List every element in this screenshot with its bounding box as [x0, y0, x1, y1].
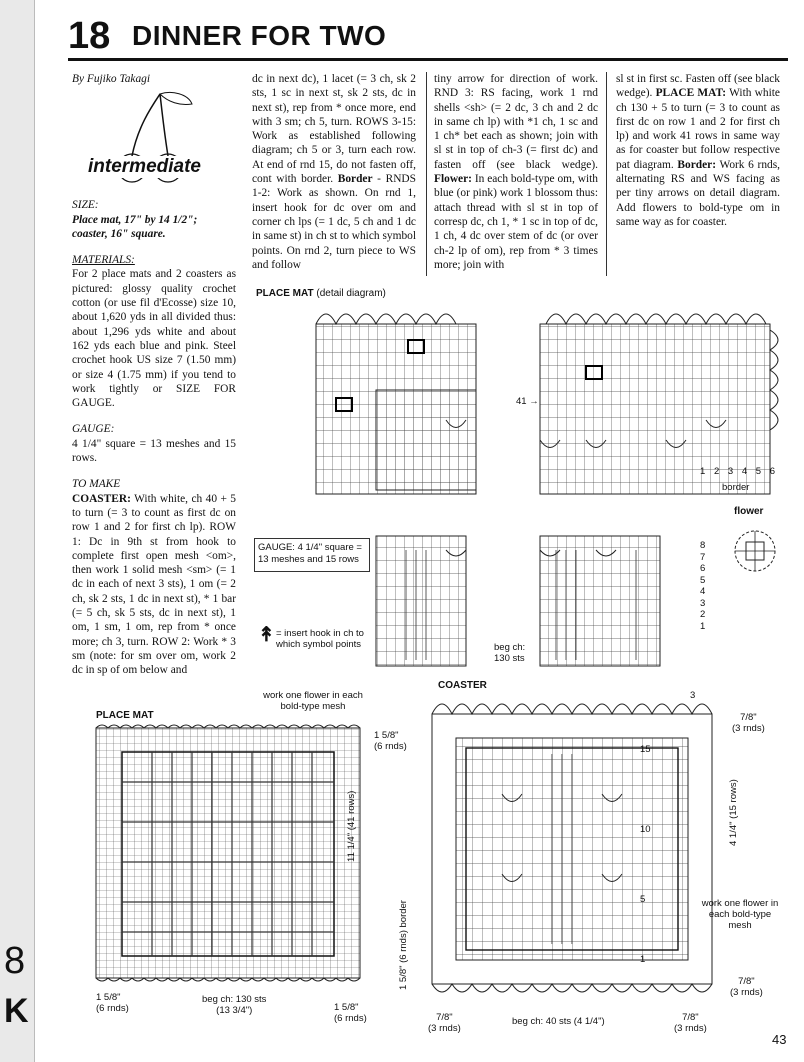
- to-make-heading: TO MAKE: [72, 478, 121, 491]
- border-label-diagram: border: [722, 482, 750, 493]
- row-41-arrow: 41 →: [516, 396, 539, 407]
- skill-badge: [72, 86, 236, 186]
- coaster-instructions: With white, ch 40 + 5 to turn (= 3 to count as first dc on row 1 and 2 for first ch lp). ROW 1: Dc in 9th st from hook to complete first open mesh <om>, then work 1 solid mesh <sm> (= 1 dc in each of next 3 sts), 1 om (= 2 ch, sk 2 sts, 1 dc in next st), * 1 bar (= 5 ch, sk 5 sts, dc in next st), 1 om, 1 sm, 1 om, rep from * once more; ch 3, turn. ROW 2: Work * 3 sm (note: for sm over om, work 2 dc in sp of om below and: [72, 492, 236, 677]
- coaster-height: 4 1/4" (15 rows): [728, 779, 739, 846]
- gauge-heading: GAUGE:: [72, 423, 115, 436]
- coaster-beg-ch: beg ch: 40 sts (4 1/4"): [512, 1016, 605, 1027]
- skill-level: intermediate: [88, 156, 201, 178]
- flower-label: Flower:: [434, 173, 472, 186]
- size-heading: SIZE:: [72, 199, 99, 212]
- place-mat-title: PLACE MAT: [96, 710, 154, 721]
- pm-beg-ch: beg ch: 130 sts (13 3/4"): [202, 994, 267, 1016]
- pattern-number: 18: [68, 15, 111, 57]
- col2-text-2: - RNDS 1-2: Work as shown. On rnd 1, insert hook for dc over om and corner ch lps (= 1 dc, 5 ch and 1 dc in same st) in ch st to which symbol points. On rnd 2, turn piece to WS and follow: [252, 173, 416, 271]
- flower-diagram: [730, 526, 780, 576]
- col4-text-3: Work 6 rnds, alternating RS and WS facing as per tiny arrows on detail diagram. Add flowers to bold-type om in same way as for coaster.: [616, 158, 780, 228]
- pm-bottom-right: 1 5/8" (6 rnds): [334, 1002, 367, 1024]
- page-title: DINNER FOR TWO: [132, 20, 387, 51]
- column-3: [434, 72, 598, 272]
- coaster-bottom-left: 7/8" (3 rnds): [428, 1012, 461, 1034]
- border-rounds: 1 2 3 4 5 6: [700, 466, 778, 477]
- col4-text-2: With white ch 130 + 5 to turn (= 3 to count as first dc on row 1 and 2 for first ch lp) and work 41 rows in same way as for coaster but follow respective pat diagram.: [616, 87, 780, 171]
- coaster-dim-bottom-right: 7/8" (3 rnds): [730, 976, 763, 998]
- column-divider: [426, 72, 427, 276]
- coaster-label: COASTER:: [72, 492, 131, 505]
- insert-hook-symbol: ↟: [258, 624, 275, 646]
- flower-diagram-label: flower: [734, 506, 764, 517]
- work-one-flower-coaster: work one flower in each bold-type mesh: [701, 898, 779, 931]
- col3-text-1: tiny arrow for direction of work. RND 3: RS facing, work 1 rnd shells <sh> (= 2 dc, 3 ch and 2 dc in same ch lp) with *1 ch, 1 sc and 1 ch* bet each as shown; join with sl st in top of ch-3 (= first dc) and fasten off (see black wedge).: [434, 73, 598, 171]
- coaster-title: COASTER: [438, 680, 487, 691]
- col3-text-2: In each bold-type om, with blue (or pink) work 1 blossom thus: attach thread with sl st in top of corresp dc, ch 1, * 1 sc in top of dc, 1 ch, 4 dc over stem of dc (or over ch-2 lp of om), rep from * 3 times more; join with: [434, 173, 598, 271]
- size-coaster: coaster, 16" square.: [72, 227, 166, 240]
- size-place-mat: Place mat, 17" by 14 1/2";: [72, 213, 198, 226]
- place-mat-diagram: [92, 722, 372, 992]
- side-number: 8: [4, 940, 26, 982]
- materials-text: For 2 place mats and 2 coasters as pictured: glossy quality crochet cotton (or use fil d'Ecosse) size 10, about 1,620 yds in all divided thus: about 1,296 yds white and about 162 yds each blue and pink. Steel crochet hook US size 7 (1.50 mm) or size 4 (1.75 mm) if you tend to work tightly or SIZE FOR GAUGE.: [72, 268, 236, 410]
- byline: By Fujiko Takagi: [72, 73, 151, 85]
- place-mat-detail-title: PLACE MAT (detail diagram): [256, 288, 386, 299]
- border-label: Border: [337, 173, 373, 186]
- coaster-bottom-right: 7/8" (3 rnds): [674, 1012, 707, 1034]
- pm-height: 11 1/4" (41 rows): [346, 790, 357, 862]
- coaster-row-marks: 15 10 5 1: [640, 744, 651, 965]
- column-divider: [606, 72, 607, 276]
- coaster-corner: 3: [690, 690, 696, 701]
- pm-bottom-left: 1 5/8" (6 rnds): [96, 992, 129, 1014]
- beg-ch-detail: beg ch: 130 sts: [494, 642, 526, 664]
- gauge-text: 4 1/4" square = 13 meshes and 15 rows.: [72, 437, 236, 465]
- row-numbers: 8 7 6 5 4 3 2 1: [700, 540, 706, 632]
- pm-dim-top: 1 5/8" (6 rnds): [374, 730, 407, 752]
- column-2: [252, 72, 416, 272]
- border-label-2: Border:: [677, 158, 717, 171]
- page-header: [68, 14, 788, 61]
- place-mat-label: PLACE MAT:: [655, 87, 727, 100]
- page-number: 43: [772, 1032, 787, 1047]
- column-4: [616, 72, 780, 229]
- coaster-dim-top: 7/8" (3 rnds): [732, 712, 765, 734]
- col4-text-1: sl st in first sc. Fasten off (see black wedge).: [616, 73, 780, 100]
- pm-border: 1 5/8" (6 rnds) border: [398, 900, 409, 990]
- work-one-flower-pm: work one flower in each bold-type mesh: [263, 690, 363, 712]
- col2-text-1: dc in next dc), 1 lacet (= 3 ch, sk 2 sts, 1 sc in next st, sk 2 sts, dc in next st), rep from * once more, end with 3 sm; ch 5, turn. ROWS 3-15: Work as established following diagram; ch 5 or 3, turn each row. At end of rnd 15, do not fasten off, cont with border.: [252, 73, 416, 186]
- coaster-diagram: [422, 694, 722, 1000]
- left-margin-strip: [0, 0, 35, 1062]
- insert-hook-note: = insert hook in ch to which symbol points: [276, 628, 364, 650]
- gauge-box: GAUGE: 4 1/4" square = 13 meshes and 15 rows: [254, 538, 370, 572]
- side-letter: K: [4, 992, 29, 1030]
- materials-heading: MATERIALS:: [72, 254, 135, 267]
- column-1: [72, 72, 236, 678]
- place-mat-detail-diagram: [296, 300, 786, 670]
